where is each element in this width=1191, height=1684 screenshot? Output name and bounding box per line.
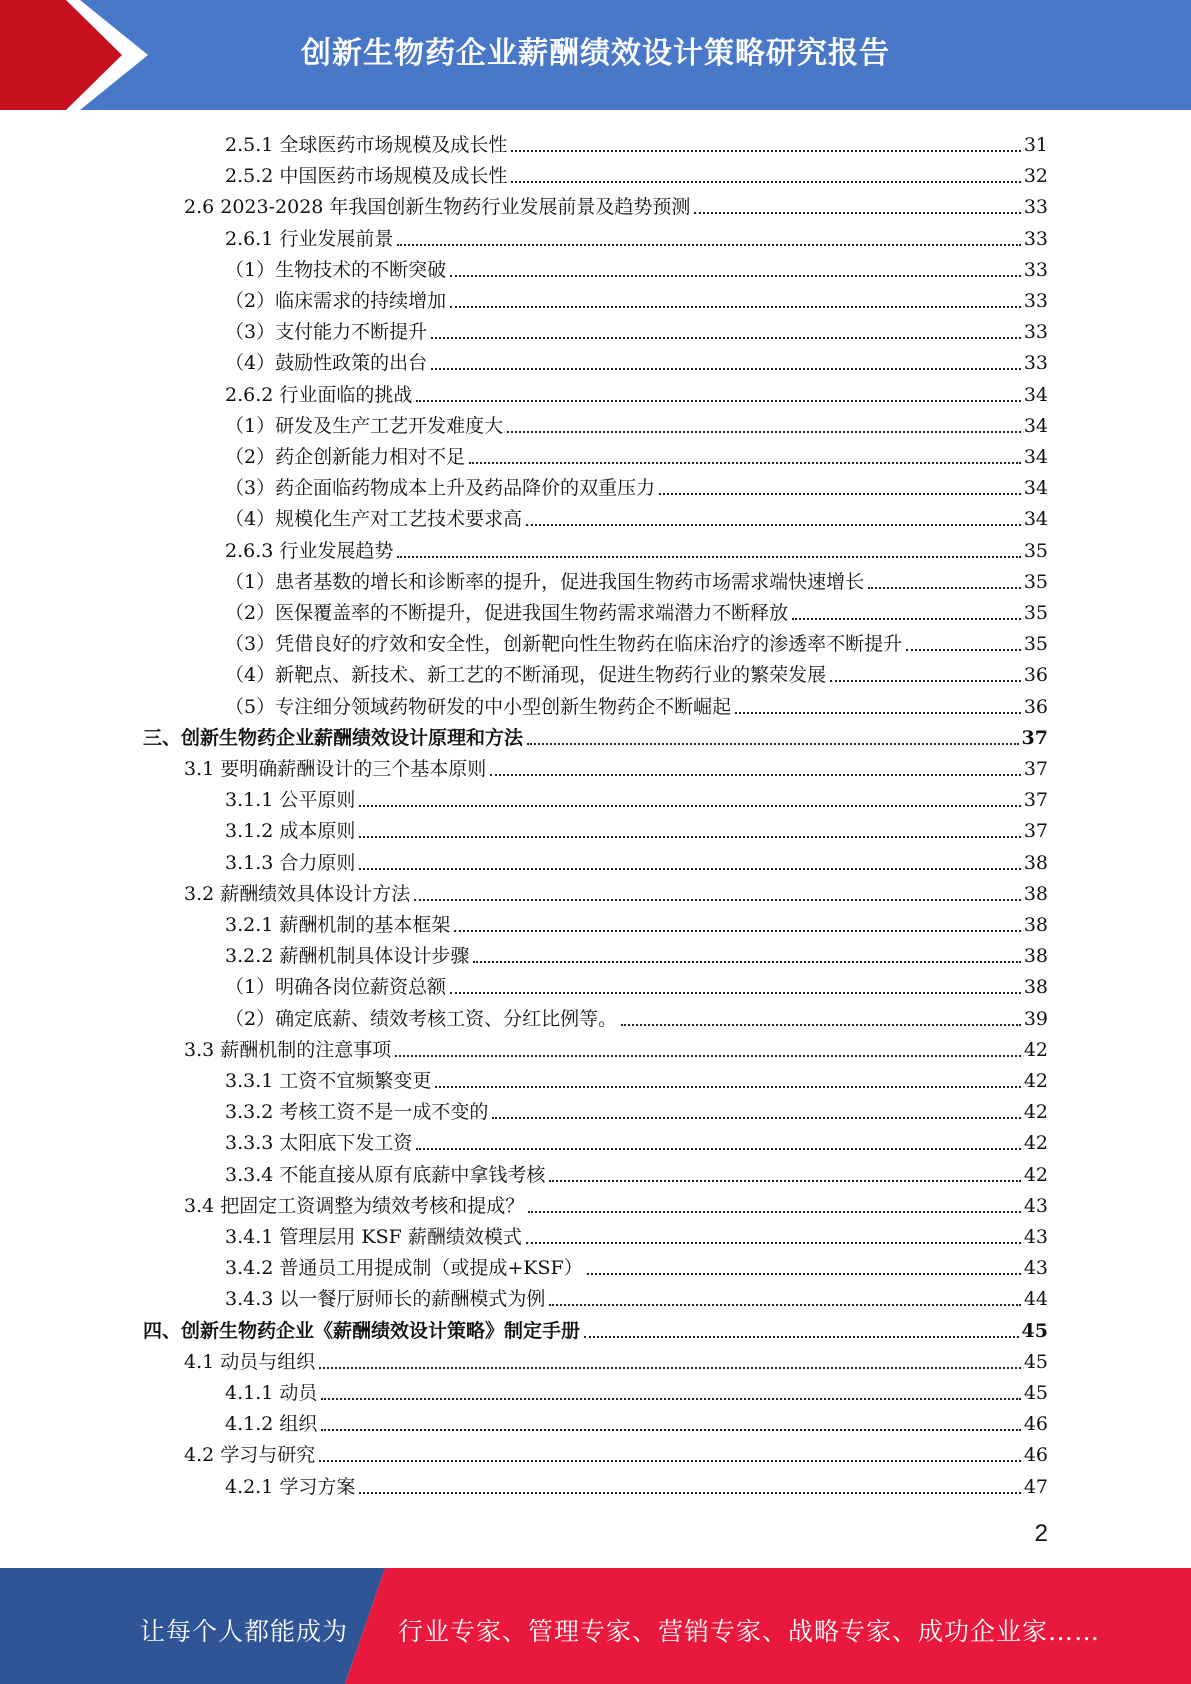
toc-entry[interactable] xyxy=(225,906,1048,937)
toc-entry[interactable] xyxy=(225,469,1048,500)
toc-entry[interactable] xyxy=(225,594,1048,625)
toc-entry[interactable] xyxy=(225,625,1048,656)
toc-entry-page: 37 xyxy=(1023,789,1048,812)
toc-entry[interactable] xyxy=(143,1312,1048,1343)
toc-leader-dots xyxy=(490,774,1021,776)
toc-entry-page: 38 xyxy=(1023,914,1048,936)
toc-entry-page: 43 xyxy=(1023,1194,1048,1217)
toc-entry-title: 3.3.4 不能直接从原有底薪中拿钱考核 xyxy=(225,1163,546,1186)
toc-leader-dots xyxy=(416,400,1020,402)
toc-entry-title: 4.2.1 学习方案 xyxy=(225,1475,356,1498)
toc-entry-title: 三、创新生物药企业薪酬绩效设计原理和方法 xyxy=(143,726,524,749)
toc-entry[interactable] xyxy=(225,812,1048,843)
toc-entry[interactable] xyxy=(225,937,1048,968)
toc-entry-page: 38 xyxy=(1023,882,1048,905)
toc-leader-dots xyxy=(527,743,1019,745)
toc-entry[interactable] xyxy=(225,282,1048,313)
toc-leader-dots xyxy=(395,1055,1021,1057)
toc-leader-dots xyxy=(526,524,1021,526)
toc-entry-page: 44 xyxy=(1023,1288,1048,1311)
toc-leader-dots xyxy=(435,1086,1020,1088)
toc-entry[interactable] xyxy=(225,844,1048,875)
toc-leader-dots xyxy=(868,587,1021,589)
toc-leader-dots xyxy=(621,1024,1021,1026)
toc-entry[interactable] xyxy=(225,532,1048,563)
toc-leader-dots xyxy=(492,1117,1020,1119)
toc-entry[interactable] xyxy=(225,438,1048,469)
toc-entry-title: 2.6 2023-2028 年我国创新生物药行业发展前景及趋势预测 xyxy=(184,196,691,219)
footer-slogan-right: 行业专家、管理专家、营销专家、战略专家、成功企业家…… xyxy=(398,1617,1101,1646)
toc-leader-dots xyxy=(454,930,1020,932)
toc-entry-page: 36 xyxy=(1023,664,1048,687)
toc-leader-dots xyxy=(659,493,1021,495)
toc-entry-title: 4.1.1 动员 xyxy=(225,1382,318,1404)
toc-leader-dots xyxy=(321,1398,1020,1400)
toc-entry-title: （4）规模化生产对工艺技术要求高 xyxy=(225,508,523,531)
toc-entry-title: （4）新靶点、新技术、新工艺的不断涌现，促进生物药行业的繁荣发展 xyxy=(225,664,827,687)
toc-entry-title: 3.4.1 管理层用 KSF 薪酬绩效模式 xyxy=(225,1226,522,1248)
toc-entry-page: 43 xyxy=(1023,1226,1048,1248)
toc-entry-page: 43 xyxy=(1023,1257,1048,1280)
toc-entry-title: 2.5.1 全球医药市场规模及成长性 xyxy=(225,134,508,156)
toc-entry-title: 四、创新生物药企业《薪酬绩效设计策略》制定手册 xyxy=(143,1319,581,1342)
toc-entry[interactable] xyxy=(225,968,1048,999)
toc-entry-title: 3.2.1 薪酬机制的基本框架 xyxy=(225,914,451,936)
toc-leader-dots xyxy=(473,961,1020,963)
toc-entry-page: 33 xyxy=(1023,290,1048,312)
toc-leader-dots xyxy=(469,462,1021,464)
toc-entry-page: 46 xyxy=(1023,1413,1048,1436)
toc-entry-title: 2.6.2 行业面临的挑战 xyxy=(225,383,413,406)
toc-entry-title: （2）药企创新能力相对不足 xyxy=(225,446,466,468)
toc-entry[interactable] xyxy=(225,688,1048,719)
toc-entry-page: 38 xyxy=(1023,945,1048,968)
toc-entry-title: （2）医保覆盖率的不断提升，促进我国生物药需求端潜力不断释放 xyxy=(225,602,789,624)
toc-entry-page: 33 xyxy=(1023,258,1048,281)
toc-entry-title: 3.1.1 公平原则 xyxy=(225,789,356,812)
document-title: 创新生物药企业薪酬绩效设计策略研究报告 xyxy=(301,36,890,71)
toc-leader-dots xyxy=(359,1492,1020,1494)
toc-entry-page: 38 xyxy=(1023,851,1048,874)
toc-entry[interactable] xyxy=(143,719,1048,750)
toc-entry-page: 33 xyxy=(1023,196,1048,219)
toc-entry-page: 38 xyxy=(1023,976,1048,999)
toc-entry-title: 3.3.3 太阳底下发工资 xyxy=(225,1132,413,1155)
toc-entry-title: 4.1.2 组织 xyxy=(225,1413,318,1436)
toc-leader-dots xyxy=(359,836,1020,838)
toc-entry-page: 34 xyxy=(1023,477,1048,500)
toc-leader-dots xyxy=(397,556,1020,558)
toc-entry[interactable] xyxy=(184,188,1048,219)
toc-entry-title: （3）支付能力不断提升 xyxy=(225,321,428,344)
toc-entry-title: （1）生物技术的不断突破 xyxy=(225,258,447,281)
toc-entry-page: 34 xyxy=(1023,414,1048,437)
toc-leader-dots xyxy=(321,1429,1020,1431)
toc-entry-title: 3.2 薪酬绩效具体设计方法 xyxy=(184,882,411,905)
toc-entry[interactable] xyxy=(225,781,1048,812)
toc-leader-dots xyxy=(528,1211,1021,1213)
toc-entry-title: （3）凭借良好的疗效和安全性，创新靶向性生物药在临床治疗的渗透率不断提升 xyxy=(225,633,903,656)
toc-leader-dots xyxy=(416,1148,1020,1150)
toc-entry[interactable] xyxy=(225,1000,1048,1031)
toc-entry-title: 3.1.3 合力原则 xyxy=(225,851,356,874)
toc-entry-title: 4.1 动员与组织 xyxy=(184,1350,316,1373)
toc-entry-title: 3.4.3 以一餐厅厨师长的薪酬模式为例 xyxy=(225,1288,546,1311)
toc-entry[interactable] xyxy=(225,1218,1048,1249)
toc-entry[interactable] xyxy=(225,251,1048,282)
toc-entry[interactable] xyxy=(225,126,1048,157)
toc-entry-title: （3）药企面临药物成本上升及药品降价的双重压力 xyxy=(225,477,656,500)
toc-entry-title: （1）明确各岗位薪资总额 xyxy=(225,976,447,999)
toc-entry-title: 4.2 学习与研究 xyxy=(184,1444,316,1467)
toc-leader-dots xyxy=(450,275,1021,277)
toc-entry[interactable] xyxy=(184,875,1048,906)
toc-leader-dots xyxy=(359,868,1020,870)
toc-entry-title: 3.3 薪酬机制的注意事项 xyxy=(184,1038,392,1061)
toc-entry-page: 34 xyxy=(1023,446,1048,468)
toc-entry-page: 42 xyxy=(1023,1038,1048,1061)
toc-entry[interactable] xyxy=(225,1156,1048,1187)
toc-entry-title: 3.3.1 工资不宜频繁变更 xyxy=(225,1070,432,1092)
toc-leader-dots xyxy=(414,899,1021,901)
page-number: 2 xyxy=(1034,1520,1048,1547)
toc-leader-dots xyxy=(587,1273,1021,1275)
toc-entry-title: （2）确定底薪、绩效考核工资、分红比例等。 xyxy=(225,1007,618,1030)
toc-leader-dots xyxy=(431,368,1021,370)
toc-entry-page: 35 xyxy=(1023,539,1048,562)
header-banner xyxy=(0,0,1191,110)
toc-leader-dots xyxy=(431,337,1021,339)
toc-entry-page: 47 xyxy=(1023,1475,1048,1498)
toc-entry[interactable] xyxy=(184,1031,1048,1062)
toc-entry-page: 46 xyxy=(1023,1444,1048,1467)
toc-entry[interactable] xyxy=(225,220,1048,251)
toc-entry[interactable] xyxy=(184,1343,1048,1374)
toc-entry-page: 35 xyxy=(1023,602,1048,624)
toc-leader-dots xyxy=(584,1336,1019,1338)
toc-entry-page: 34 xyxy=(1023,508,1048,531)
toc-leader-dots xyxy=(906,649,1021,651)
toc-entry-title: （1）研发及生产工艺开发难度大 xyxy=(225,414,504,437)
toc-entry[interactable] xyxy=(225,1374,1048,1405)
toc-entry-title: （1）患者基数的增长和诊断率的提升，促进我国生物药市场需求端快速增长 xyxy=(225,570,865,593)
toc-entry-page: 45 xyxy=(1023,1382,1048,1404)
toc-entry[interactable] xyxy=(225,1280,1048,1311)
toc-entry-title: 2.6.1 行业发展前景 xyxy=(225,227,394,250)
toc-entry-page: 45 xyxy=(1023,1350,1048,1373)
toc-leader-dots xyxy=(735,712,1021,714)
toc-entry-page: 37 xyxy=(1023,758,1048,780)
toc-entry[interactable] xyxy=(184,1187,1048,1218)
toc-entry-page: 42 xyxy=(1023,1163,1048,1186)
toc-entry-title: （4）鼓励性政策的出台 xyxy=(225,352,428,375)
toc-leader-dots xyxy=(694,212,1020,214)
toc-leader-dots xyxy=(507,431,1021,433)
toc-entry-page: 39 xyxy=(1023,1007,1048,1030)
toc-leader-dots xyxy=(319,1367,1021,1369)
toc-leader-dots xyxy=(397,244,1020,246)
toc-leader-dots xyxy=(359,805,1020,807)
toc-entry-title: 3.2.2 薪酬机制具体设计步骤 xyxy=(225,945,470,968)
toc-entry[interactable] xyxy=(225,1405,1048,1436)
toc-leader-dots xyxy=(511,150,1020,152)
toc-entry-page: 35 xyxy=(1023,633,1048,656)
toc-leader-dots xyxy=(549,1304,1020,1306)
toc-entry[interactable] xyxy=(225,1249,1048,1280)
toc-leader-dots xyxy=(319,1460,1021,1462)
toc-entry-page: 42 xyxy=(1023,1101,1048,1124)
toc-entry[interactable] xyxy=(225,1124,1048,1155)
toc-entry[interactable] xyxy=(225,500,1048,531)
toc-entry[interactable] xyxy=(184,1436,1048,1467)
toc-entry[interactable] xyxy=(184,750,1048,781)
toc-leader-dots xyxy=(526,1242,1021,1244)
toc-entry-page: 32 xyxy=(1023,165,1048,188)
toc-entry-title: 3.4.2 普通员工用提成制（或提成+KSF） xyxy=(225,1257,583,1280)
toc-leader-dots xyxy=(450,306,1021,308)
toc-leader-dots xyxy=(549,1180,1020,1182)
toc-entry-page: 34 xyxy=(1023,383,1048,406)
toc-entry-title: 2.5.2 中国医药市场规模及成长性 xyxy=(225,165,508,188)
toc-entry-page: 37 xyxy=(1021,726,1048,749)
footer-slogan-left: 让每个人都能成为 xyxy=(140,1617,349,1646)
toc-entry-title: 2.6.3 行业发展趋势 xyxy=(225,539,394,562)
toc-entry-title: 3.4 把固定工资调整为绩效考核和提成？ xyxy=(184,1194,525,1217)
toc-entry-page: 33 xyxy=(1023,321,1048,344)
toc-entry[interactable] xyxy=(225,407,1048,438)
toc-entry[interactable] xyxy=(225,376,1048,407)
toc-entry-title: （2）临床需求的持续增加 xyxy=(225,290,447,312)
toc-entry-page: 37 xyxy=(1023,820,1048,843)
toc-entry[interactable] xyxy=(225,1093,1048,1124)
toc-entry[interactable] xyxy=(225,313,1048,344)
toc-entry[interactable] xyxy=(225,1062,1048,1093)
toc-entry-page: 31 xyxy=(1023,134,1048,156)
toc-entry-page: 42 xyxy=(1023,1132,1048,1155)
toc-entry[interactable] xyxy=(225,1468,1048,1499)
toc-leader-dots xyxy=(511,181,1020,183)
toc-entry-title: （5）专注细分领域药物研发的中小型创新生物药企不断崛起 xyxy=(225,695,732,718)
toc-entry-page: 33 xyxy=(1023,227,1048,250)
toc-entry-page: 42 xyxy=(1023,1070,1048,1092)
toc-entry[interactable] xyxy=(225,157,1048,188)
toc-leader-dots xyxy=(792,618,1021,620)
toc-leader-dots xyxy=(830,680,1021,682)
toc-entry-title: 3.3.2 考核工资不是一成不变的 xyxy=(225,1101,489,1124)
toc-entry[interactable] xyxy=(225,563,1048,594)
footer-banner xyxy=(0,1568,1191,1684)
toc-entry[interactable] xyxy=(225,656,1048,687)
toc-entry-page: 36 xyxy=(1023,695,1048,718)
toc-entry-page: 45 xyxy=(1021,1319,1048,1342)
toc-entry[interactable] xyxy=(225,344,1048,375)
toc-entry-title: 3.1 要明确薪酬设计的三个基本原则 xyxy=(184,758,487,780)
toc-entry-title: 3.1.2 成本原则 xyxy=(225,820,356,843)
toc-leader-dots xyxy=(450,992,1021,994)
toc-entry-page: 33 xyxy=(1023,352,1048,375)
toc-entry-page: 35 xyxy=(1023,570,1048,593)
